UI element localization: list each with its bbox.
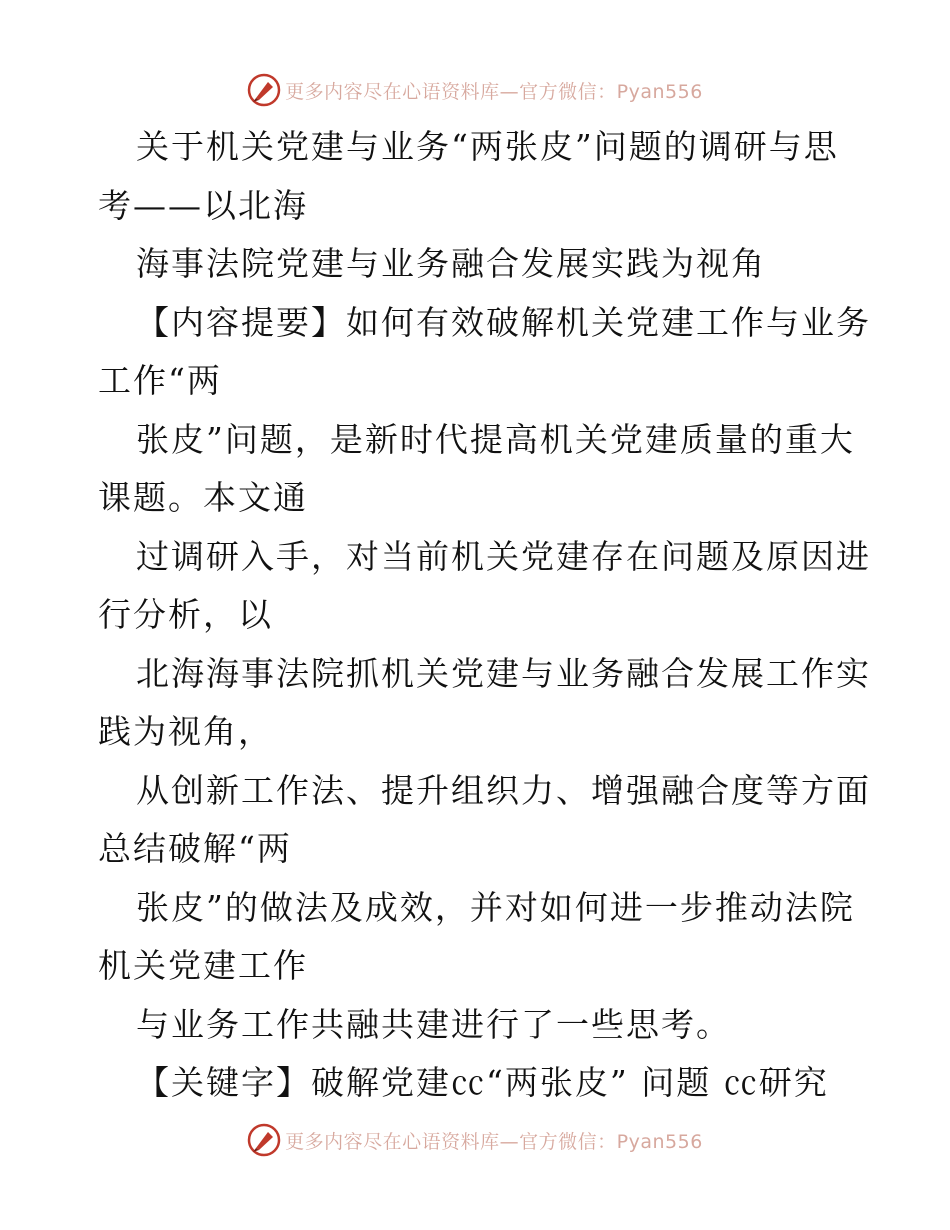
pen-nib-logo-icon (247, 73, 281, 107)
title-line-2: 考——以北海 (98, 185, 308, 225)
abstract-line: 北海海事法院抓机关党建与业务融合发展工作实 (136, 653, 871, 693)
footer-watermark-text: 更多内容尽在心语资料库—官方微信：Pyan556 (285, 1130, 703, 1153)
pen-nib-logo-icon (247, 1123, 281, 1157)
header-watermark-banner (0, 70, 950, 110)
abstract-line: 工作“两 (98, 361, 222, 400)
abstract-line: 总结破解“两 (98, 829, 292, 868)
abstract-line: 张皮”问题，是新时代提高机关党建质量的重大 (136, 419, 855, 459)
abstract-line: 从创新工作法、提升组织力、增强融合度等方面 (136, 770, 871, 810)
abstract-line: 与业务工作共融共建进行了一些思考。 (136, 1004, 731, 1044)
keywords-line: 【关键字】破解党建㏄“两张皮” 问题 ㏄研究 (136, 1063, 829, 1102)
abstract-line: 张皮”的做法及成效，并对如何进一步推动法院 (136, 887, 855, 927)
document-body (98, 118, 871, 1113)
abstract-line: 【内容提要】如何有效破解机关党建工作与业务 (136, 302, 871, 342)
abstract-line: 机关党建工作 (98, 946, 308, 985)
abstract-line: 行分析，以 (98, 595, 273, 634)
header-watermark-text: 更多内容尽在心语资料库—官方微信：Pyan556 (285, 80, 703, 103)
title-line-1: 关于机关党建与业务“两张皮”问题的调研与思 (136, 127, 839, 166)
abstract-line: 过调研入手，对当前机关党建存在问题及原因进 (136, 536, 871, 576)
footer-watermark-banner (0, 1120, 950, 1160)
abstract-line: 践为视角， (98, 712, 273, 751)
abstract-line: 课题。本文通 (98, 478, 308, 517)
subtitle-line: 海事法院党建与业务融合发展实践为视角 (136, 244, 766, 283)
